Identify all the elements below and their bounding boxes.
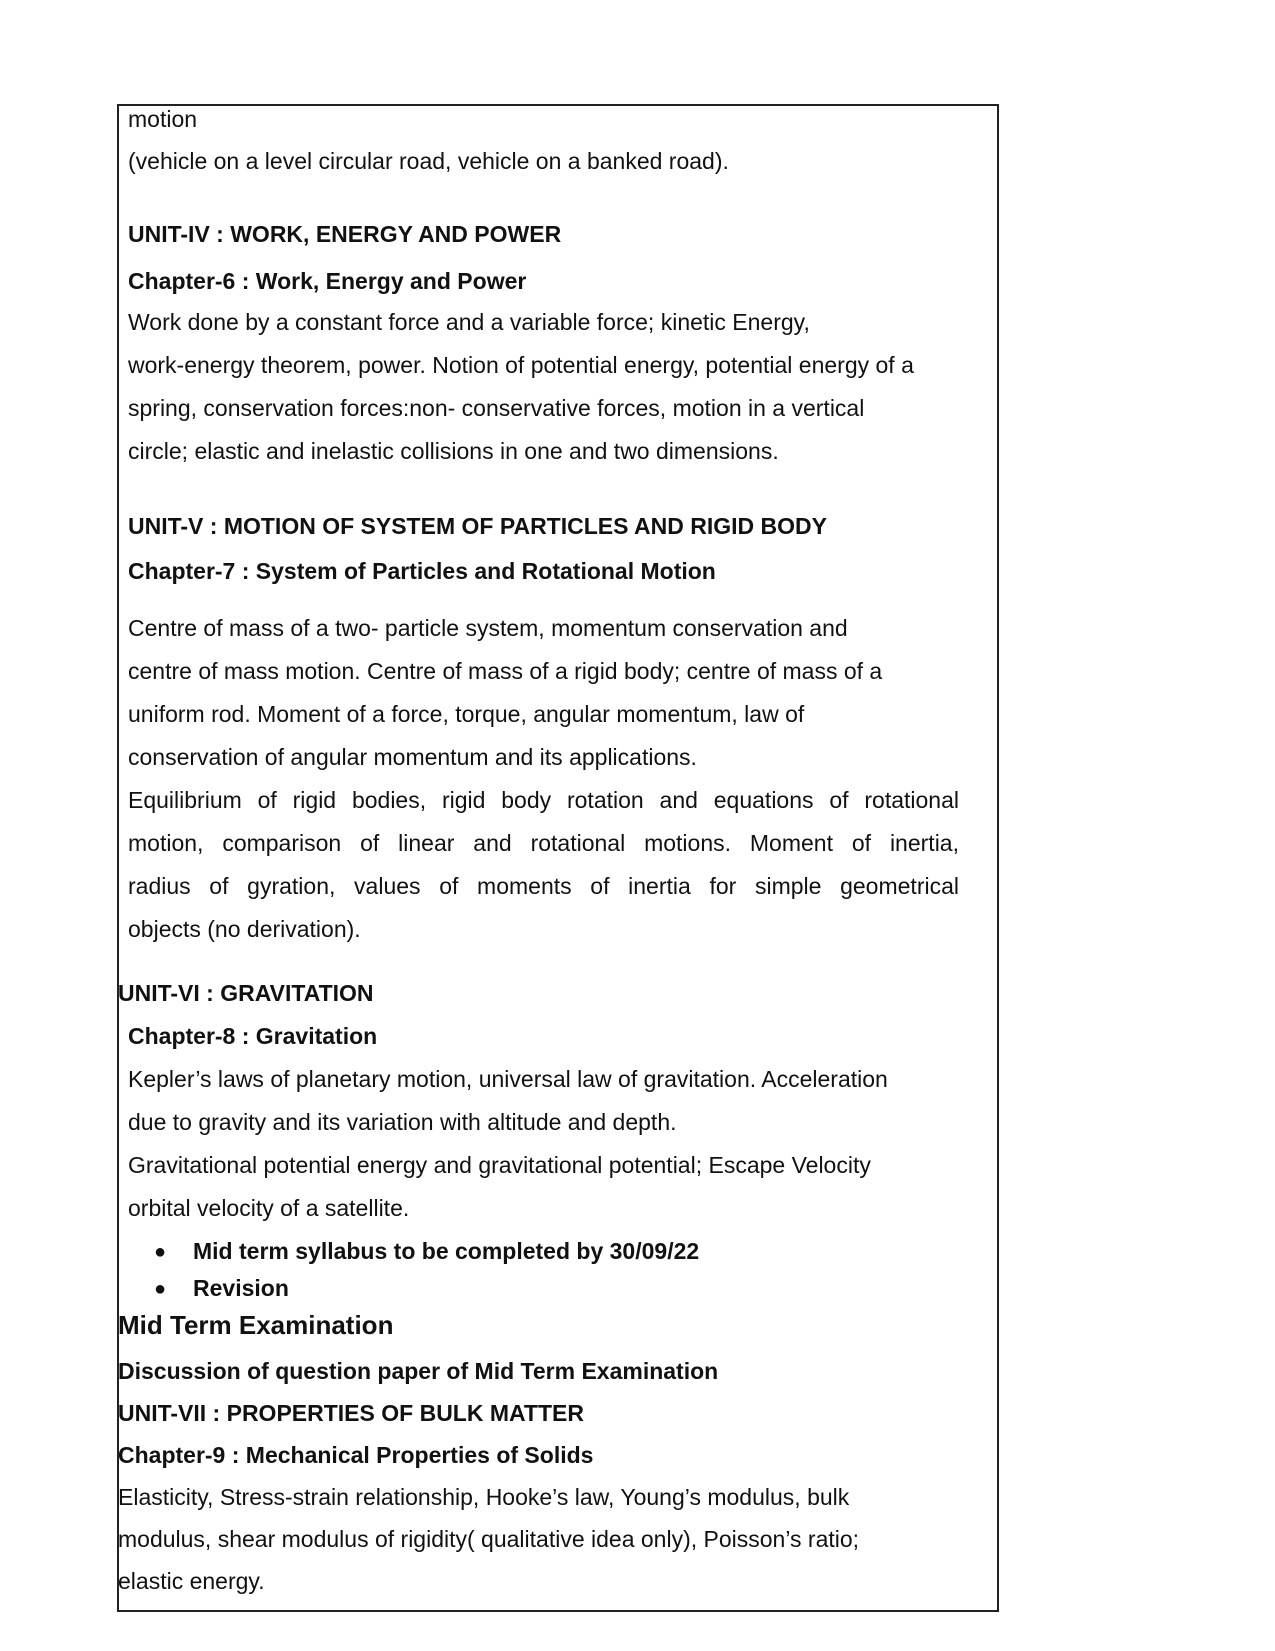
- unit-v-text-line: Centre of mass of a two- particle system, momentum conservation and: [128, 615, 848, 641]
- chapter-6-heading: Chapter-6 : Work, Energy and Power: [128, 268, 527, 294]
- unit-v-text-line: motion, comparison of linear and rotational motions. Moment of inertia,: [128, 830, 959, 856]
- unit-vii-text-line: Elasticity, Stress-strain relationship, Hooke’s law, Young’s modulus, bulk: [118, 1484, 850, 1510]
- unit-iv-text-line: Work done by a constant force and a variable force; kinetic Energy,: [128, 309, 810, 335]
- chapter-8-heading: Chapter-8 : Gravitation: [128, 1023, 378, 1049]
- continued-line-motion: motion: [128, 106, 198, 132]
- unit-vi-text-line: Kepler’s laws of planetary motion, universal law of gravitation. Acceleration: [128, 1066, 888, 1092]
- unit-vii-text-line: modulus, shear modulus of rigidity( qualitative idea only), Poisson’s ratio;: [118, 1526, 860, 1552]
- unit-iv-text-line: circle; elastic and inelastic collisions in one and two dimensions.: [128, 438, 779, 464]
- unit-iv-text-line: spring, conservation forces:non- conservative forces, motion in a vertical: [128, 395, 865, 421]
- unit-v-text-line: Equilibrium of rigid bodies, rigid body rotation and equations of rotational: [128, 787, 959, 813]
- unit-v-text-line: uniform rod. Moment of a force, torque, angular momentum, law of: [128, 701, 805, 727]
- continued-line-vehicle: (vehicle on a level circular road, vehicle on a banked road).: [128, 148, 729, 174]
- unit-vi-text-line: orbital velocity of a satellite.: [128, 1195, 410, 1221]
- unit-vi-heading: UNIT-VI : GRAVITATION: [118, 980, 374, 1006]
- bullet-item-revision: Revision: [193, 1275, 289, 1301]
- chapter-9-heading: Chapter-9 : Mechanical Properties of Solids: [118, 1442, 594, 1468]
- unit-iv-text-line: work-energy theorem, power. Notion of potential energy, potential energy of a: [128, 352, 914, 378]
- chapter-7-heading: Chapter-7 : System of Particles and Rotational Motion: [128, 558, 716, 584]
- unit-v-text-line: radius of gyration, values of moments of inertia for simple geometrical: [128, 873, 959, 899]
- unit-vii-text-line: elastic energy.: [118, 1568, 265, 1594]
- mid-term-discussion: Discussion of question paper of Mid Term Examination: [118, 1358, 719, 1384]
- unit-vi-text-line: Gravitational potential energy and gravitational potential; Escape Velocity: [128, 1152, 871, 1178]
- mid-term-heading: Mid Term Examination: [118, 1310, 394, 1340]
- unit-iv-heading: UNIT-IV : WORK, ENERGY AND POWER: [128, 221, 562, 247]
- unit-vii-heading: UNIT-VII : PROPERTIES OF BULK MATTER: [118, 1400, 584, 1426]
- bullet-icon: ●: [154, 1241, 167, 1263]
- unit-v-text-line: objects (no derivation).: [128, 916, 361, 942]
- bullet-item-mid-term-completion: Mid term syllabus to be completed by 30/09/22: [193, 1238, 700, 1264]
- bullet-icon: ●: [154, 1278, 167, 1300]
- unit-v-text-line: centre of mass motion. Centre of mass of a rigid body; centre of mass of a: [128, 658, 883, 684]
- unit-v-text-line: conservation of angular momentum and its applications.: [128, 744, 697, 770]
- unit-v-heading: UNIT-V : MOTION OF SYSTEM OF PARTICLES AND RIGID BODY: [128, 513, 827, 539]
- unit-vi-text-line: due to gravity and its variation with altitude and depth.: [128, 1109, 677, 1135]
